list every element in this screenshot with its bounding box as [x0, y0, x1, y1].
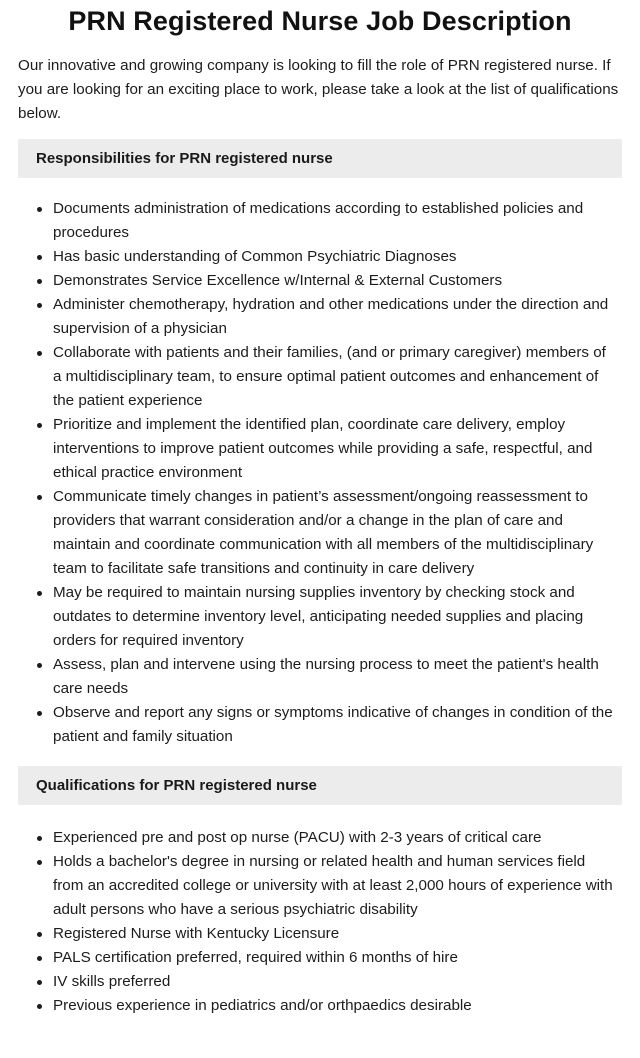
bullet-icon	[37, 1004, 42, 1009]
list-item	[18, 653, 622, 701]
list-item	[18, 197, 622, 245]
list-item-text: Holds a bachelor's degree in nursing or related health and human services field from an accredited college or university with at least 2,000 hours of experience with adult persons who have a serious psychiatric disability	[53, 853, 613, 918]
qualifications-section-header	[18, 766, 622, 805]
bullet-icon	[37, 956, 42, 961]
list-item	[18, 994, 622, 1018]
bullet-icon	[37, 495, 42, 500]
list-item-text: Observe and report any signs or symptoms indicative of changes in condition of the patient and family situation	[53, 704, 613, 745]
bullet-icon	[37, 279, 42, 284]
list-item	[18, 946, 622, 970]
list-item-text: Registered Nurse with Kentucky Licensure	[53, 925, 340, 942]
bullet-icon	[37, 860, 42, 865]
list-item-text: Previous experience in pediatrics and/or orthpaedics desirable	[53, 997, 472, 1014]
list-item-text: Demonstrates Service Excellence w/Internal & External Customers	[53, 272, 503, 289]
list-item-text: Experienced pre and post op nurse (PACU) with 2-3 years of critical care	[53, 829, 542, 846]
list-item	[18, 413, 622, 485]
bullet-icon	[37, 663, 42, 668]
bullet-icon	[37, 591, 42, 596]
bullet-icon	[37, 303, 42, 308]
responsibilities-section-header	[18, 139, 622, 178]
list-item-text: Documents administration of medications according to established policies and procedures	[53, 200, 584, 241]
list-item-text: Collaborate with patients and their families, (and or primary caregiver) members of a multidisciplinary team, to ensure optimal patient outcomes and enhancement of the patient experience	[53, 344, 606, 409]
bullet-icon	[37, 351, 42, 356]
bullet-icon	[37, 932, 42, 937]
list-item-text: IV skills preferred	[53, 973, 171, 990]
list-item-text: Administer chemotherapy, hydration and other medications under the direction and supervision of a physician	[53, 296, 609, 337]
qualifications-heading: Qualifications for PRN registered nurse	[36, 777, 317, 794]
list-item	[18, 970, 622, 994]
responsibilities-list	[18, 197, 622, 749]
bullet-icon	[37, 207, 42, 212]
list-item	[18, 269, 622, 293]
list-item-text: PALS certification preferred, required within 6 months of hire	[53, 949, 458, 966]
bullet-icon	[37, 255, 42, 260]
list-item	[18, 922, 622, 946]
list-item	[18, 245, 622, 269]
bullet-icon	[37, 711, 42, 716]
list-item	[18, 850, 622, 922]
list-item-text: Prioritize and implement the identified plan, coordinate care delivery, employ interventions to improve patient outcomes while providing a safe, respectful, and ethical practice environment	[53, 416, 593, 481]
bullet-icon	[37, 423, 42, 428]
list-item	[18, 293, 622, 341]
list-item-text: Communicate timely changes in patient’s assessment/ongoing reassessment to providers that warrant consideration and/or a change in the plan of care and maintain and coordinate communication with all members of the multidisciplinary team to facilitate safe transitions and continuity in care delivery	[53, 488, 594, 577]
bullet-icon	[37, 980, 42, 985]
list-item	[18, 341, 622, 413]
list-item	[18, 826, 622, 850]
intro-paragraph: Our innovative and growing company is looking to fill the role of PRN registered nurse. If you are looking for an exciting place to work, please take a look at the list of qualifications below.	[18, 57, 619, 122]
list-item-text: Assess, plan and intervene using the nursing process to meet the patient's health care needs	[53, 656, 599, 697]
responsibilities-heading: Responsibilities for PRN registered nurse	[36, 150, 333, 167]
bullet-icon	[37, 836, 42, 841]
list-item	[18, 485, 622, 581]
list-item	[18, 701, 622, 749]
list-item	[18, 581, 622, 653]
page-title: PRN Registered Nurse Job Description	[68, 6, 572, 36]
qualifications-list	[18, 826, 622, 1018]
list-item-text: May be required to maintain nursing supplies inventory by checking stock and outdates to determine inventory level, anticipating needed supplies and placing orders for required inventory	[53, 584, 584, 649]
list-item-text: Has basic understanding of Common Psychiatric Diagnoses	[53, 248, 457, 265]
